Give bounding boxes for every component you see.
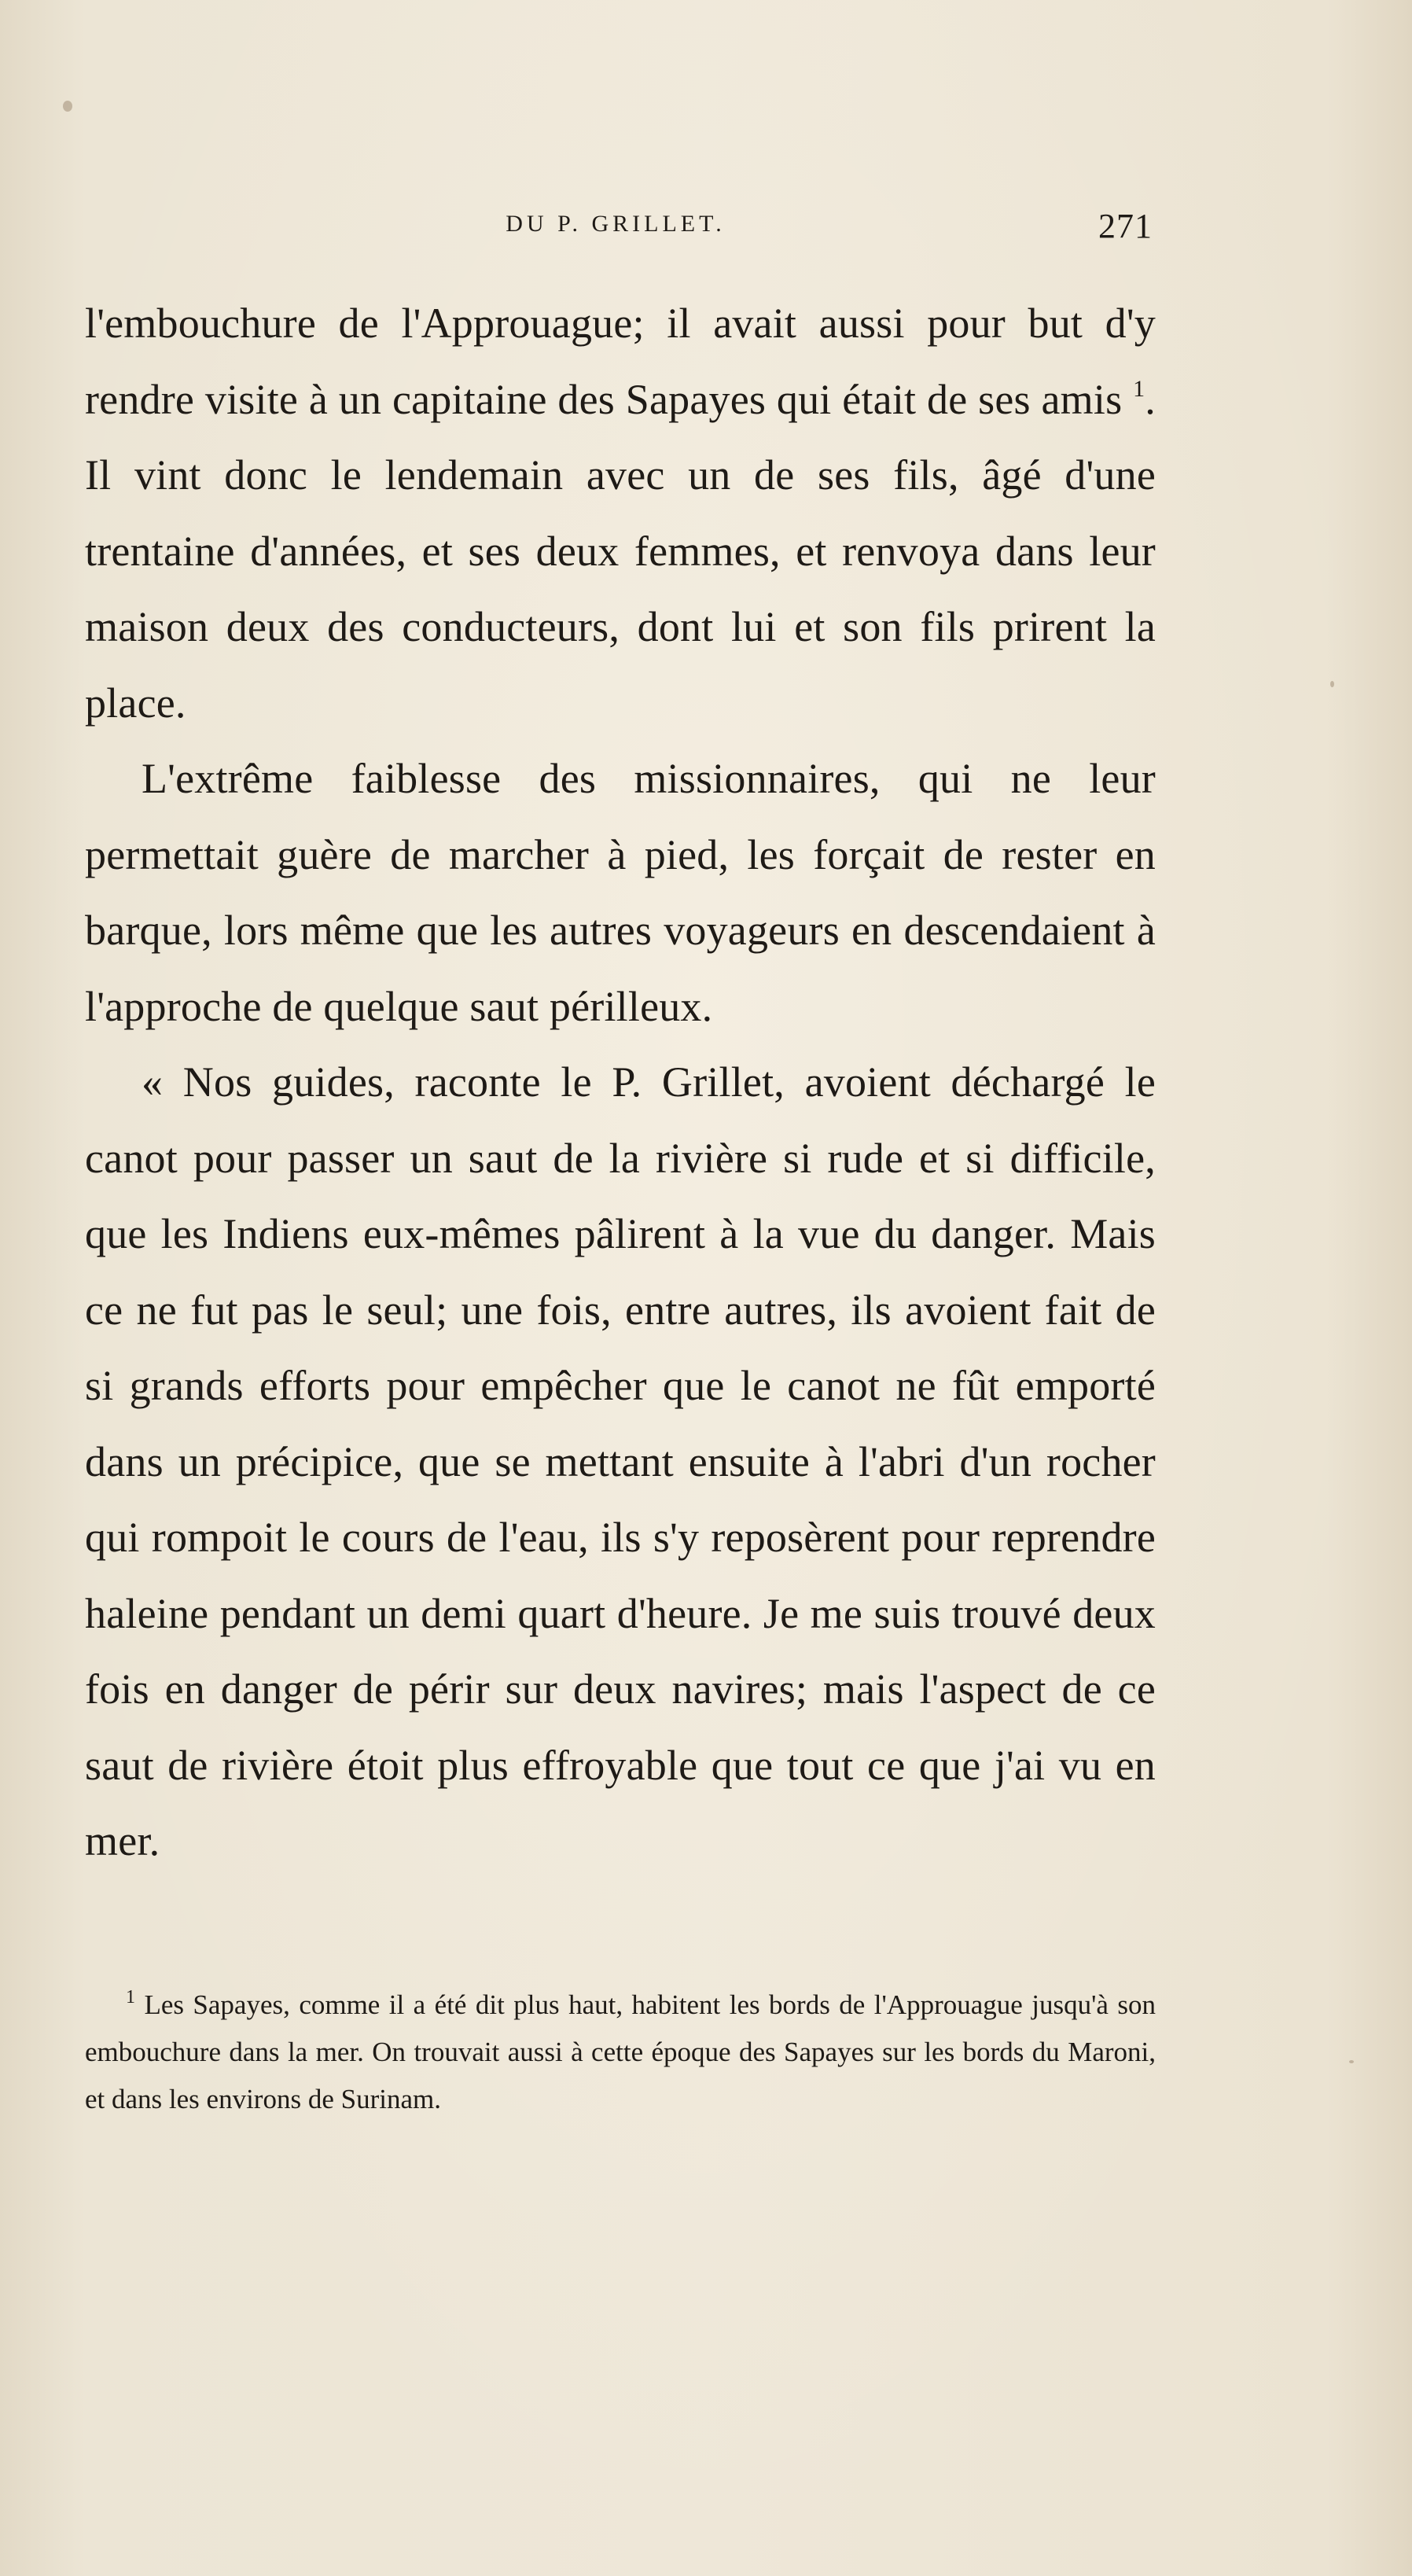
paragraph-1-text-b: . Il vint donc le lendemain avec un de ses fils, âgé d'une trentaine d'années, et ses deux femmes, et renvoya dans leur maison deux des conducteurs, dont lui et son fils prirent la place.: [85, 375, 1156, 727]
paragraph-1: [85, 285, 1156, 741]
paper-speck: [1349, 2060, 1354, 2063]
body-text: [85, 285, 1156, 1879]
footnote-mark: 1: [126, 1987, 135, 2007]
footnote: [85, 1982, 1156, 2123]
paper-speck: [1330, 681, 1334, 687]
running-head: DU P. GRILLET.: [506, 211, 726, 237]
paragraph-1-text-a: l'embouchure de l'Approuague; il avait aussi pour but d'y rendre visite à un capitaine des Sapayes qui était de ses amis: [85, 300, 1156, 423]
paragraph-3: « Nos guides, raconte le P. Grillet, avoient déchargé le canot pour passer un saut de la rivière si rude et si difficile, que les Indiens eux-mêmes pâlirent à la vue du danger. Mais ce ne fut pas le seul; une fois, entre autres, ils avoient fait de si grands efforts pour empêcher que le canot ne fût emporté dans un précipice, que se mettant ensuite à l'abri d'un rocher qui rompoit le cours de l'eau, ils s'y reposèrent pour reprendre haleine pendant un demi quart d'heure. Je me suis trouvé deux fois en danger de périr sur deux navires; mais l'aspect de ce saut de rivière étoit plus effroyable que tout ce que j'ai vu en mer.: [85, 1058, 1156, 1864]
footnote-text: Les Sapayes, comme il a été dit plus haut, habitent les bords de l'Approuague jusqu'à son embouchure dans la mer. On trouvait aussi à cette époque des Sapayes sur les bords du Maroni, et dans les environs de Surinam.: [85, 1989, 1156, 2114]
paragraph-2: L'extrême faiblesse des missionnaires, qui ne leur permettait guère de marcher à pied, les forçait de rester en barque, lors même que les autres voyageurs en descendaient à l'approche de quelque saut périlleux.: [85, 755, 1156, 1030]
page-header: [79, 207, 1153, 258]
paper-speck: [63, 101, 72, 112]
footnote-reference: 1: [1133, 375, 1145, 402]
page-number: 271: [1098, 207, 1153, 245]
